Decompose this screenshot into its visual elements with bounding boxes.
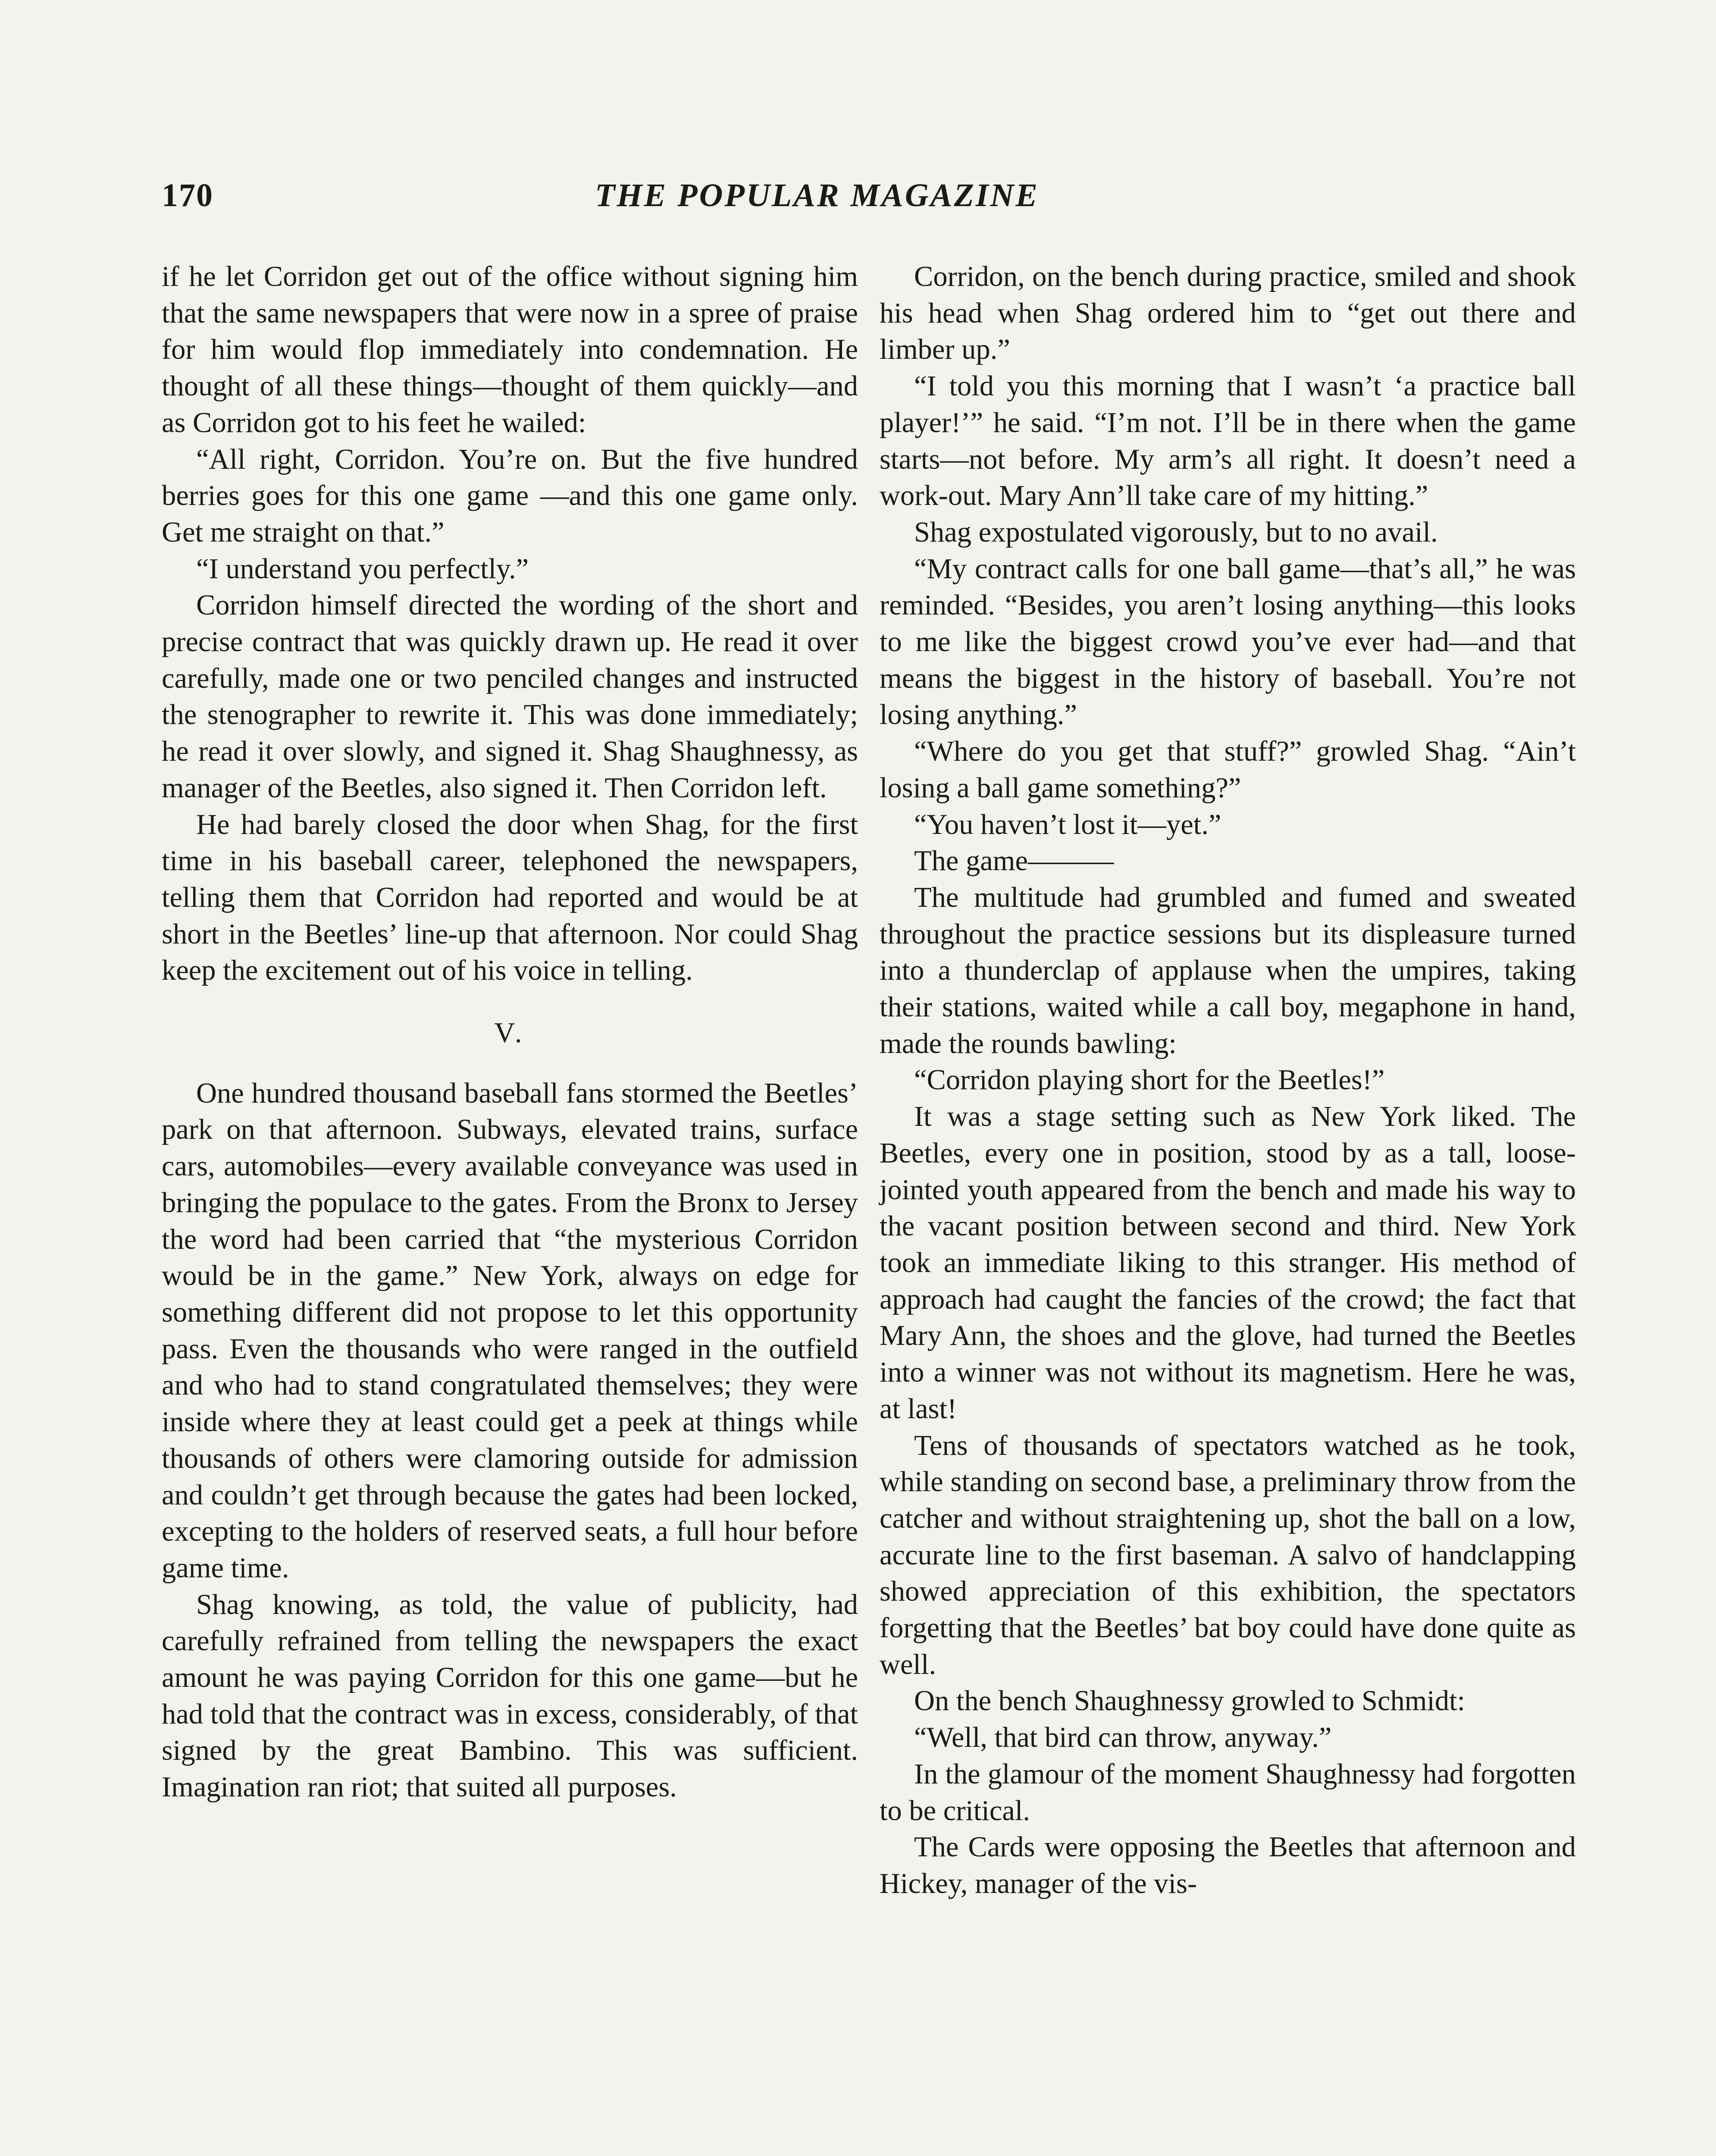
paragraph: “You haven’t lost it—yet.” xyxy=(914,808,1221,840)
paragraph: It was a stage setting such as New York liked. The Beetles, every one in position, stood by as a tall, loose-jointed youth appeared from the bench and made his way to the vacant position between second and third. New York took an immediate liking to this stranger. His method of approach had caught the fancies of the crowd; the fact that Mary Ann, the shoes and the glove, had turned the Beetles into a winner was not without its magnetism. Here he was, at last! xyxy=(880,1101,1576,1425)
left-column xyxy=(162,259,858,1806)
paragraph: Corridon himself directed the wording of the short and precise contract that was quickly drawn up. He read it over carefully, made one or two penciled changes and instructed the stenographer to rewrite it. This was done immediately; he read it over slowly, and signed it. Shag Shaughnessy, as manager of the Beetles, also signed it. Then Corridon left. xyxy=(162,589,858,804)
paragraph: In the glamour of the moment Shaughnessy had forgotten to be critical. xyxy=(880,1758,1576,1827)
page-number: 170 xyxy=(162,177,213,213)
paragraph: Shag knowing, as told, the value of publicity, had carefully refrained from telling the newspapers the exact amount he was paying Corridon for this one game—but he had told that the contract was in excess, considerably, of that signed by the great Bambino. This was sufficient. Imagination ran riot; that suited all purposes. xyxy=(162,1589,858,1803)
section-heading: V. xyxy=(494,1017,526,1049)
paragraph: Tens of thousands of spectators watched as he took, while standing on second base, a preliminary throw from the catcher and without straightening up, shot the ball on a low, accurate line to the first baseman. A salvo of handclapping showed appreciation of this exhibition, the spectators forgetting that the Beetles’ bat boy could have done quite as well. xyxy=(880,1429,1576,1680)
paragraph: “Where do you get that stuff?” growled Shag. “Ain’t losing a ball game something?” xyxy=(880,736,1576,804)
paragraph: “Well, that bird can throw, anyway.” xyxy=(914,1722,1332,1754)
paragraph: “My contract calls for one ball game—that’s all,” he was reminded. “Besides, you aren’t losing anything—this looks to me like the biggest crowd you’ve ever had—and that means the biggest in the history of baseball. You’re not losing anything.” xyxy=(880,553,1576,731)
paragraph: if he let Corridon get out of the office without signing him that the same newspapers that were now in a spree of praise for him would flop immediately into condemnation. He thought of all these things—thought of them quickly—and as Corridon got to his feet he wailed: xyxy=(162,261,858,439)
paragraph: He had barely closed the door when Shag, for the first time in his baseball career, telephoned the newspapers, telling them that Corridon had reported and would be at short in the Beetles’ line-up that afternoon. Nor could Shag keep the excitement out of his voice in telling. xyxy=(162,808,858,987)
paragraph: “I understand you perfectly.” xyxy=(196,553,529,585)
paragraph: “I told you this morning that I wasn’t ‘a practice ball player!’” he said. “I’m not. I’ll be in there when the game starts—not before. My arm’s all right. It doesn’t need a work-out. Mary Ann’ll take care of my hitting.” xyxy=(880,370,1576,512)
paragraph: “All right, Corridon. You’re on. But the five hundred berries goes for this one game —and this one game only. Get me straight on that.” xyxy=(162,443,858,548)
paragraph: The game——— xyxy=(914,845,1114,877)
paragraph: “Corridon playing short for the Beetles!” xyxy=(914,1064,1385,1096)
paragraph: The multitude had grumbled and fumed and sweated throughout the practice sessions but its displeasure turned into a thunderclap of applause when the umpires, taking their stations, waited while a call boy, megaphone in hand, made the rounds bawling: xyxy=(880,881,1576,1059)
right-column xyxy=(880,259,1576,1902)
running-head: THE POPULAR MAGAZINE xyxy=(595,177,1040,213)
paragraph: On the bench Shaughnessy growled to Schmidt: xyxy=(914,1685,1465,1717)
paragraph: Shag expostulated vigorously, but to no avail. xyxy=(914,516,1438,548)
paragraph: One hundred thousand baseball fans stormed the Beetles’ park on that afternoon. Subways, elevated trains, surface cars, automobiles—every available conveyance was used in bringing the populace to the gates. From the Bronx to Jersey the word had been carried that “the mysterious Corridon would be in the game.” New York, always on edge for something different did not propose to let this opportunity pass. Even the thousands who were ranged in the outfield and who had to stand congratulated themselves; they were inside where they at least could get a peek at things while thousands of others were clamoring outside for admission and couldn’t get through because the gates had been locked, excepting to the holders of reserved seats, a full hour before game time. xyxy=(162,1077,858,1584)
paragraph: The Cards were opposing the Beetles that afternoon and Hickey, manager of the vis- xyxy=(880,1831,1576,1899)
paragraph: Corridon, on the bench during practice, smiled and shook his head when Shag ordered him to “get out there and limber up.” xyxy=(880,261,1576,366)
